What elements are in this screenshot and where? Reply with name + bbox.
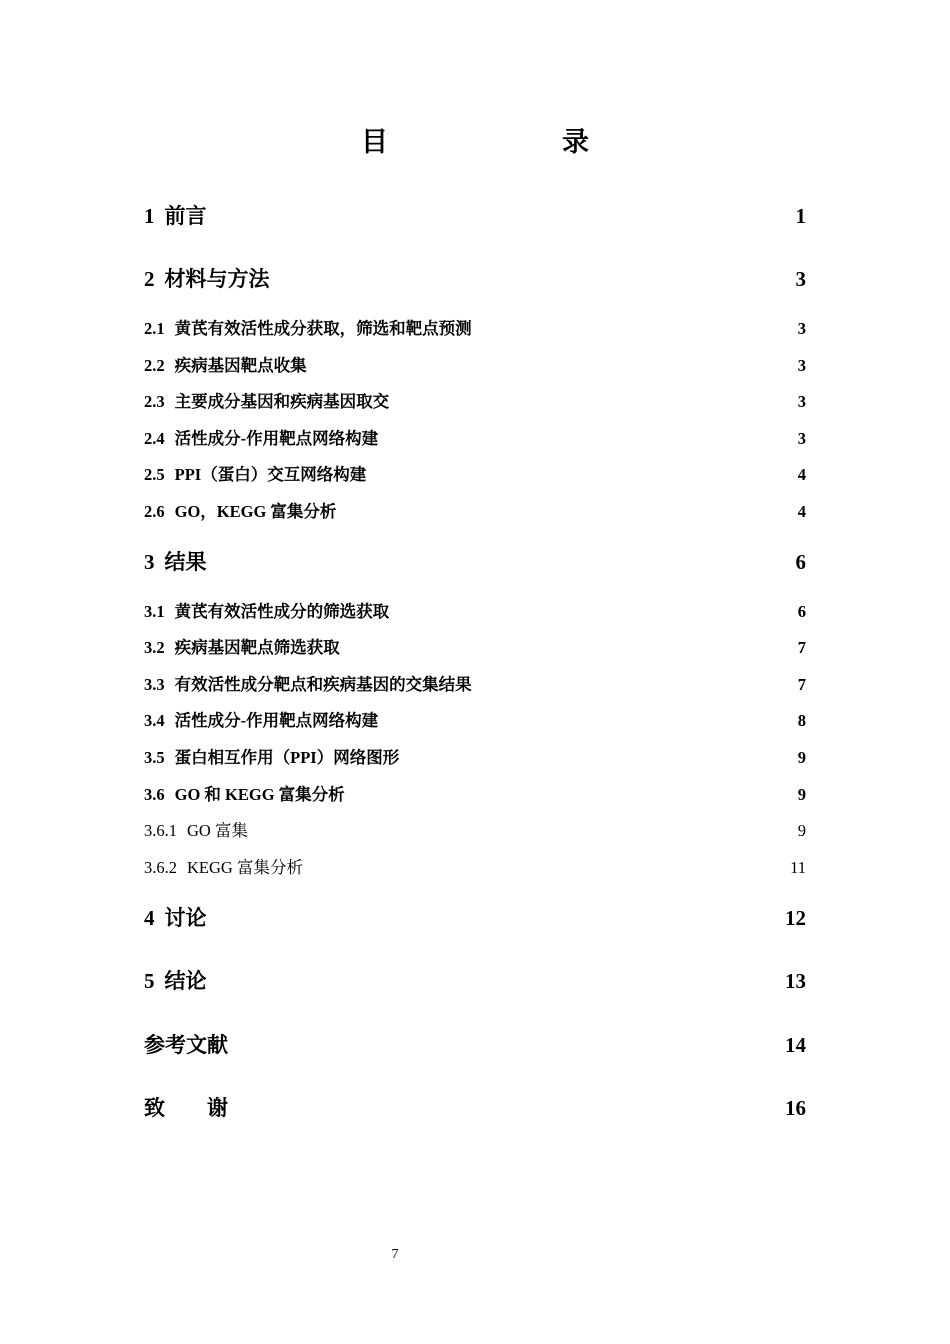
toc-entry-label: GO 和 KEGG 富集分析 <box>174 785 345 804</box>
toc-entry-page: 6 <box>795 550 806 574</box>
toc-entry-3-6[interactable] <box>144 783 806 807</box>
toc-entry-label: 主要成分基因和疾病基因取交 <box>174 392 390 411</box>
toc-entry-page: 7 <box>797 638 806 657</box>
toc-entry-page: 4 <box>797 502 806 521</box>
toc-entry-page: 9 <box>797 748 806 767</box>
toc-entry-page: 6 <box>797 602 806 621</box>
toc-entry-page: 9 <box>797 785 806 804</box>
toc-entry-number: 2.2 <box>144 356 165 375</box>
toc-entry-number: 3.4 <box>144 711 165 730</box>
toc-entry-page: 4 <box>797 465 806 484</box>
toc-entry-label: 蛋白相互作用（PPI）网络图形 <box>174 748 400 767</box>
toc-entry-page: 13 <box>785 969 806 993</box>
toc-entry-label: GO 富集 <box>187 821 248 840</box>
toc-entry-2-5[interactable] <box>144 463 806 487</box>
page-number: 7 <box>391 1247 399 1262</box>
toc-entry-3-2[interactable] <box>144 636 806 660</box>
toc-title: 目 录 <box>361 127 629 157</box>
toc-entry-label: 材料与方法 <box>164 267 270 291</box>
toc-entry-page: 3 <box>797 392 806 411</box>
toc-entry-2-3[interactable] <box>144 390 806 414</box>
toc-entry-3-6-2[interactable] <box>144 856 806 880</box>
toc-entry-page: 16 <box>785 1096 806 1120</box>
toc-entry-3-3[interactable] <box>144 673 806 697</box>
toc-entry-label: 疾病基因靶点收集 <box>174 356 307 375</box>
toc-entry-page: 3 <box>797 356 806 375</box>
toc-entry-label: 有效活性成分靶点和疾病基因的交集结果 <box>174 675 472 694</box>
toc-entry-introduction[interactable] <box>144 202 806 230</box>
toc-entry-number: 5 <box>144 969 155 993</box>
toc-entry-label: 活性成分-作用靶点网络构建 <box>174 711 379 730</box>
toc-entry-number: 3.6.2 <box>144 858 177 877</box>
toc-entry-page: 9 <box>797 821 806 840</box>
toc-entry-2-4[interactable] <box>144 427 806 451</box>
toc-entry-3-1[interactable] <box>144 600 806 624</box>
toc-entry-references[interactable] <box>144 1031 806 1059</box>
toc-entry-number: 2.3 <box>144 392 165 411</box>
toc-entry-number: 3.5 <box>144 748 165 767</box>
toc-entry-number: 3.6 <box>144 785 165 804</box>
toc-entry-label: 结果 <box>164 550 207 574</box>
toc-entry-page: 3 <box>797 429 806 448</box>
toc-entry-page: 11 <box>790 858 806 877</box>
toc-entry-label: 疾病基因靶点筛选获取 <box>174 638 340 657</box>
toc-entry-page: 1 <box>795 204 806 228</box>
toc-entry-label: 黄芪有效活性成分的筛选获取 <box>174 602 390 621</box>
toc-entry-number: 2.6 <box>144 502 165 521</box>
toc-entry-page: 3 <box>797 319 806 338</box>
toc-entry-3-4[interactable] <box>144 709 806 733</box>
toc-entry-results[interactable] <box>144 548 806 576</box>
toc-entry-2-6[interactable] <box>144 500 806 524</box>
toc-entry-page: 14 <box>785 1033 806 1057</box>
toc-entry-label: GO，KEGG 富集分析 <box>174 502 337 521</box>
toc-entry-page: 3 <box>795 267 806 291</box>
toc-entry-label: 前言 <box>164 204 207 228</box>
toc-entry-number: 3.6.1 <box>144 821 177 840</box>
toc-entry-label: 参考文献 <box>144 1033 228 1057</box>
toc-entry-2-1[interactable] <box>144 317 806 341</box>
toc-entry-number: 3.3 <box>144 675 165 694</box>
toc-entry-label: 讨论 <box>164 906 207 930</box>
toc-entry-number: 3.1 <box>144 602 165 621</box>
toc-entry-2-2[interactable] <box>144 354 806 378</box>
toc-entry-label: 黄芪有效活性成分获取，筛选和靶点预测 <box>174 319 472 338</box>
toc-entry-conclusion[interactable] <box>144 967 806 995</box>
toc-entry-number: 2.4 <box>144 429 165 448</box>
toc-entry-3-5[interactable] <box>144 746 806 770</box>
toc-entry-discussion[interactable] <box>144 904 806 932</box>
toc-entry-3-6-1[interactable] <box>144 819 806 843</box>
toc-entry-number: 1 <box>144 204 155 228</box>
toc-entry-number: 2 <box>144 267 155 291</box>
toc-entry-label: 结论 <box>164 969 207 993</box>
toc-entry-label: 致 谢 <box>144 1096 228 1120</box>
toc-entry-number: 3.2 <box>144 638 165 657</box>
toc-entry-label: KEGG 富集分析 <box>187 858 303 877</box>
toc-entry-page: 8 <box>797 711 806 730</box>
toc-entry-label: PPI（蛋白）交互网络构建 <box>174 465 367 484</box>
toc-entry-page: 12 <box>785 906 806 930</box>
toc-entry-page: 7 <box>797 675 806 694</box>
toc-entry-number: 2.5 <box>144 465 165 484</box>
toc-entry-number: 3 <box>144 550 155 574</box>
toc-entry-number: 4 <box>144 906 155 930</box>
toc-entry-label: 活性成分-作用靶点网络构建 <box>174 429 379 448</box>
toc-entry-materials-methods[interactable] <box>144 265 806 293</box>
toc-entry-number: 2.1 <box>144 319 165 338</box>
toc-entry-acknowledgements[interactable] <box>144 1094 806 1122</box>
